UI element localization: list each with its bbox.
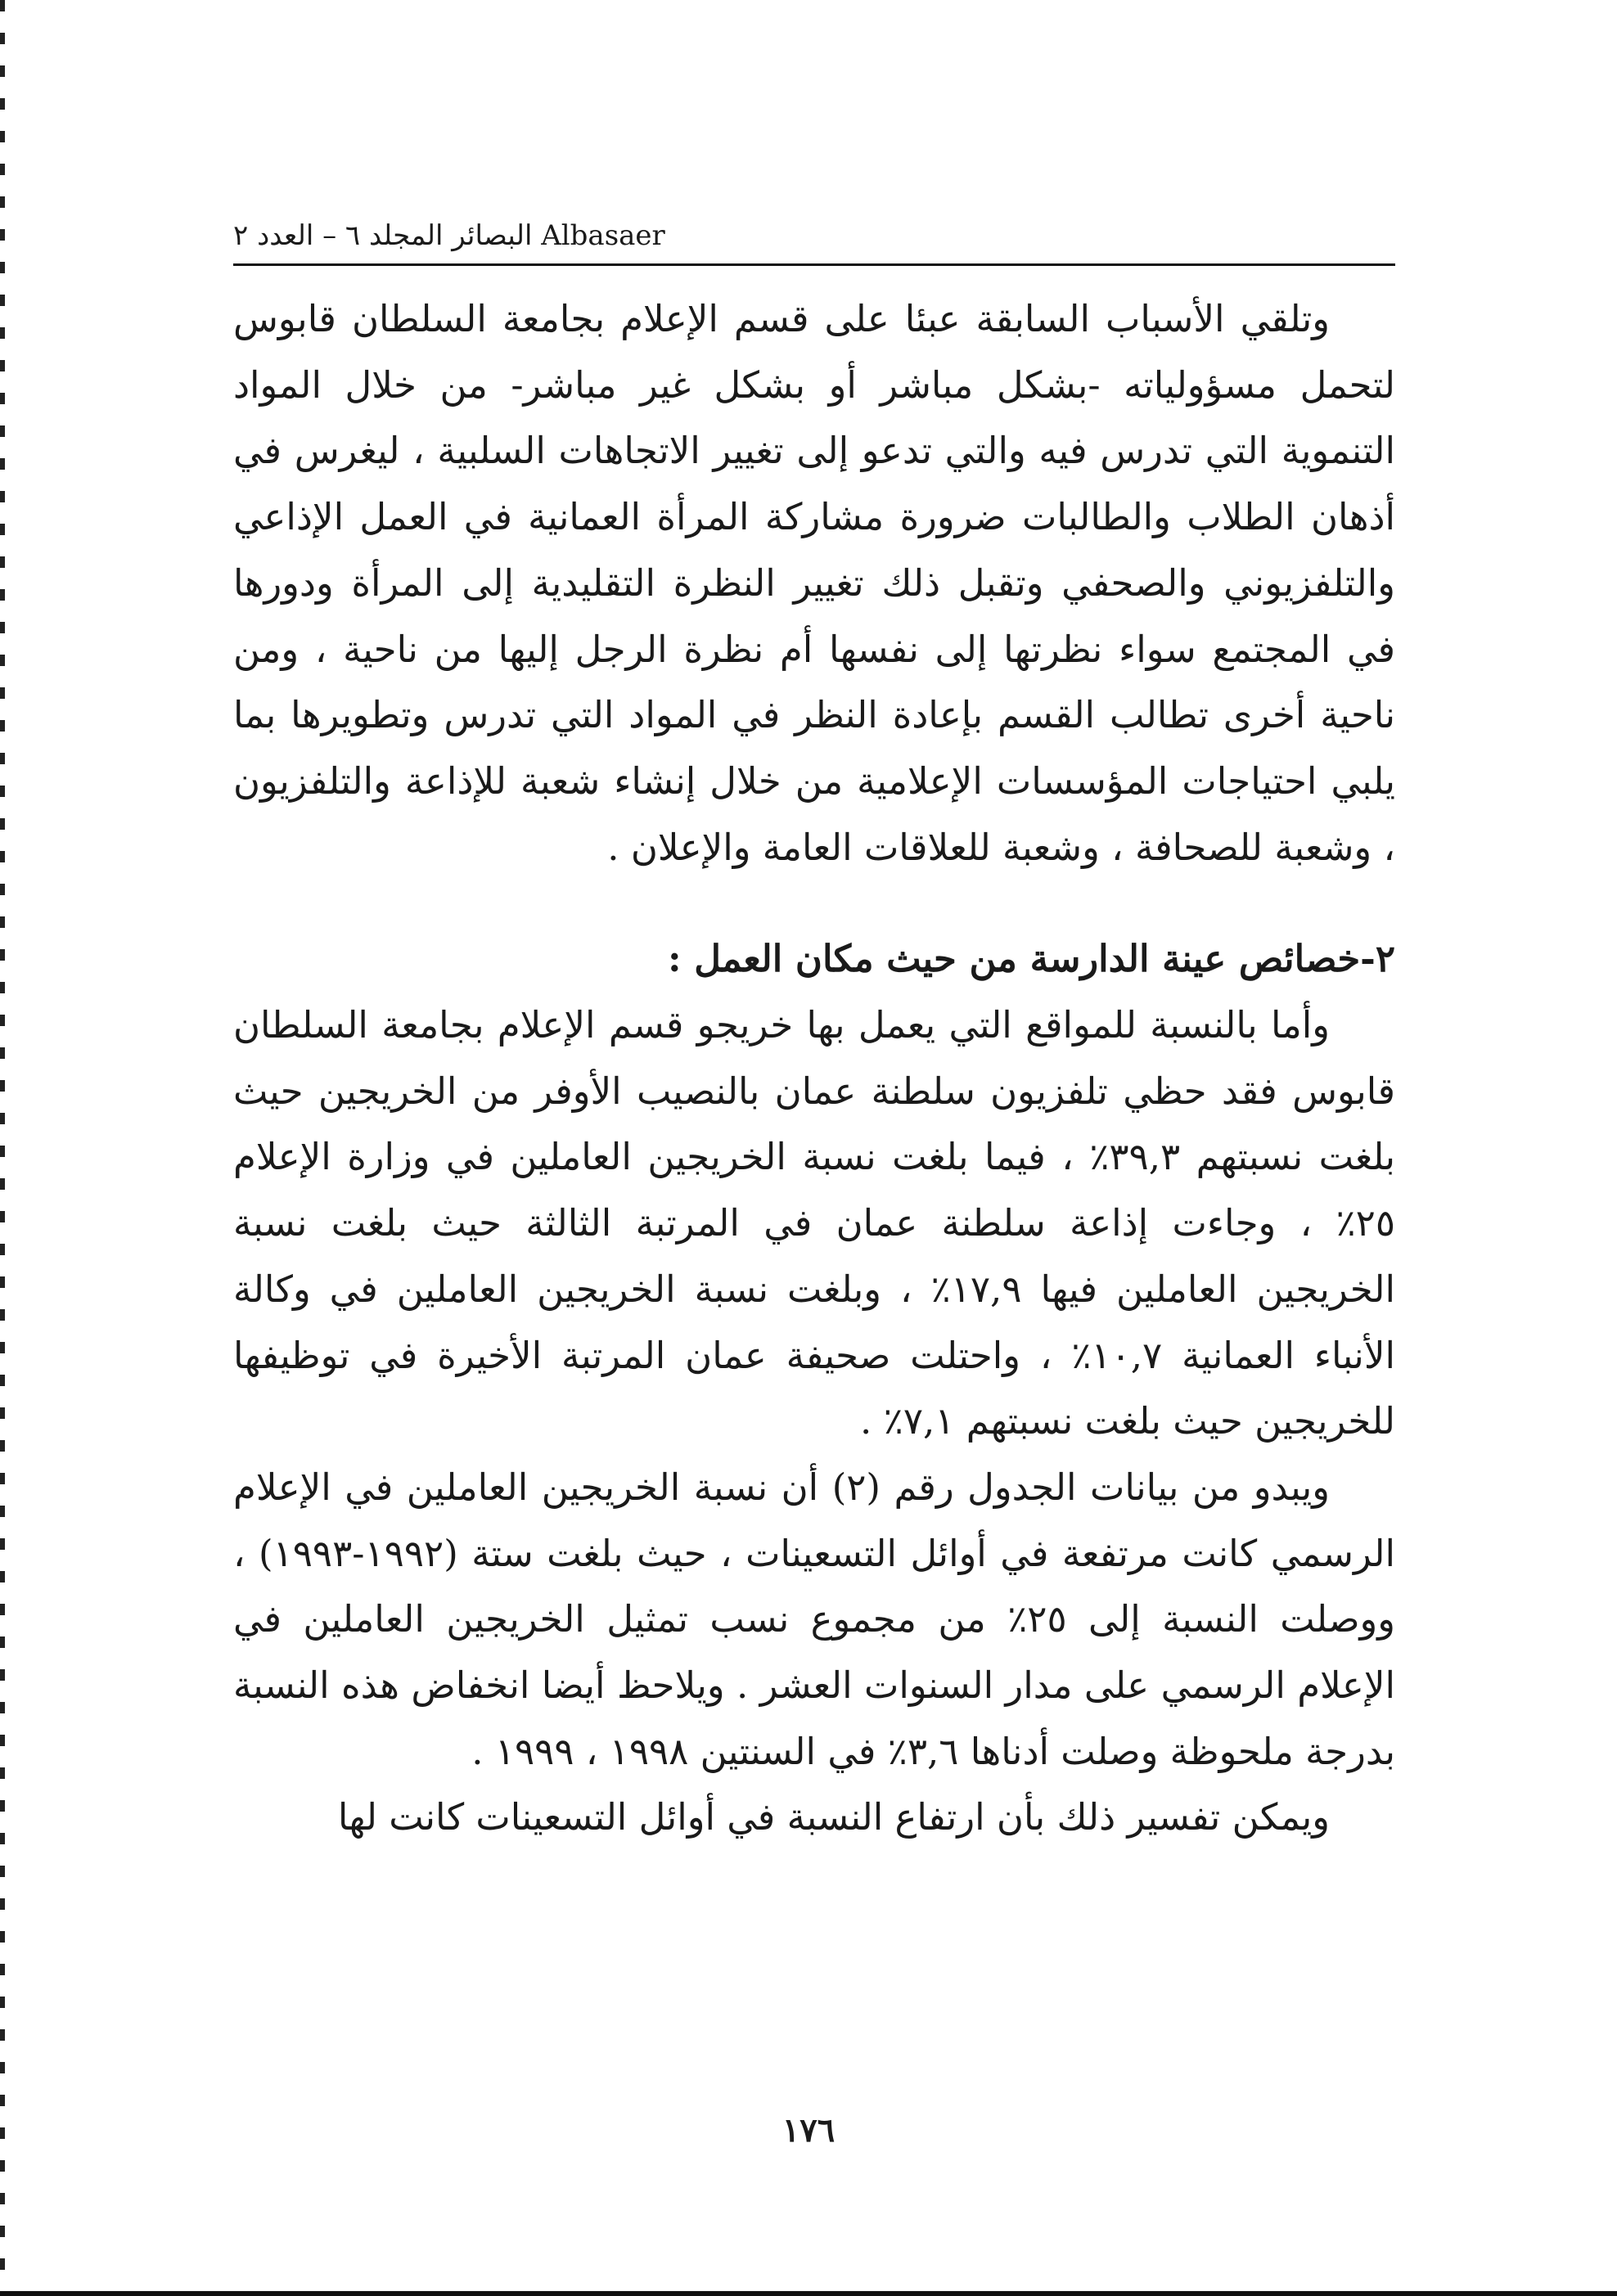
paragraph-4: ويمكن تفسير ذلك بأن ارتفاع النسبة في أوائل التسعينات كانت لها [337, 1795, 1330, 1839]
scan-bottom-edge [0, 2291, 1617, 2296]
scan-left-edge [0, 0, 5, 2296]
header-rule [233, 263, 1395, 266]
running-header [233, 211, 1395, 260]
paragraph-1: وتلقي الأسباب السابقة عبئا على قسم الإعلام بجامعة السلطان قابوس لتحمل مسؤولياته -بشكل مباشر أو بشكل غير مباشر- من خلال المواد التنموية التي تدرس فيه والتي تدعو إلى تغيير الاتجاهات السلبية ، ليغرس في أذهان الطلاب والطالبات ضرورة مشاركة المرأة العمانية في العمل الإذاعي والتلفزيوني والصحفي وتقبل ذلك تغيير النظرة التقليدية إلى المرأة ودورها في المجتمع سواء نظرتها إلى نفسها أم نظرة الرجل إليها من ناحية ، ومن ناحية أخرى تطالب القسم بإعادة النظر في المواد التي تدرس وتطويرها بما يلبي احتياجات المؤسسات الإعلامية من خلال إنشاء شعبة للإذاعة والتلفزيون ، وشعبة للصحافة ، وشعبة للعلاقات العامة والإعلان . [233, 297, 1395, 869]
journal-title: Albasaer البصائر المجلد ٦ – العدد ٢ [233, 219, 665, 252]
article-body [233, 286, 1395, 1851]
page-number: ١٧٦ [781, 2111, 836, 2150]
paragraph-3: ويبدو من بيانات الجدول رقم (٢) أن نسبة الخريجين العاملين في الإعلام الرسمي كانت مرتفعة في أوائل التسعينات ، حيث بلغت ستة (١٩٩٢-١٩٩٣) ، ووصلت النسبة إلى ٢٥٪ من مجموع نسب تمثيل الخريجين العاملين في الإعلام الرسمي على مدار السنوات العشر . ويلاحظ أيضا انخفاض هذه النسبة بدرجة ملحوظة وصلت أدناها ٣,٦٪ في السنتين ١٩٩٨ ، ١٩٩٩ . [233, 1465, 1396, 1773]
paragraph-2: وأما بالنسبة للمواقع التي يعمل بها خريجو قسم الإعلام بجامعة السلطان قابوس فقد حظي تلفزيون سلطنة عمان بالنصيب الأوفر من الخريجين حيث بلغت نسبتهم ٣٩,٣٪ ، فيما بلغت نسبة الخريجين العاملين في وزارة الإعلام ٢٥٪ ، وجاءت إذاعة سلطنة عمان في المرتبة الثالثة حيث بلغت نسبة الخريجين العاملين فيها ١٧,٩٪ ، وبلغت نسبة الخريجين العاملين في وكالة الأنباء العمانية ١٠,٧٪ ، واحتلت صحيفة عمان المرتبة الأخيرة في توظيفها للخريجين حيث بلغت نسبتهم ٧,١٪ . [233, 1003, 1395, 1443]
section-heading: ٢-خصائص عينة الدارسة من حيث مكان العمل : [667, 937, 1395, 981]
